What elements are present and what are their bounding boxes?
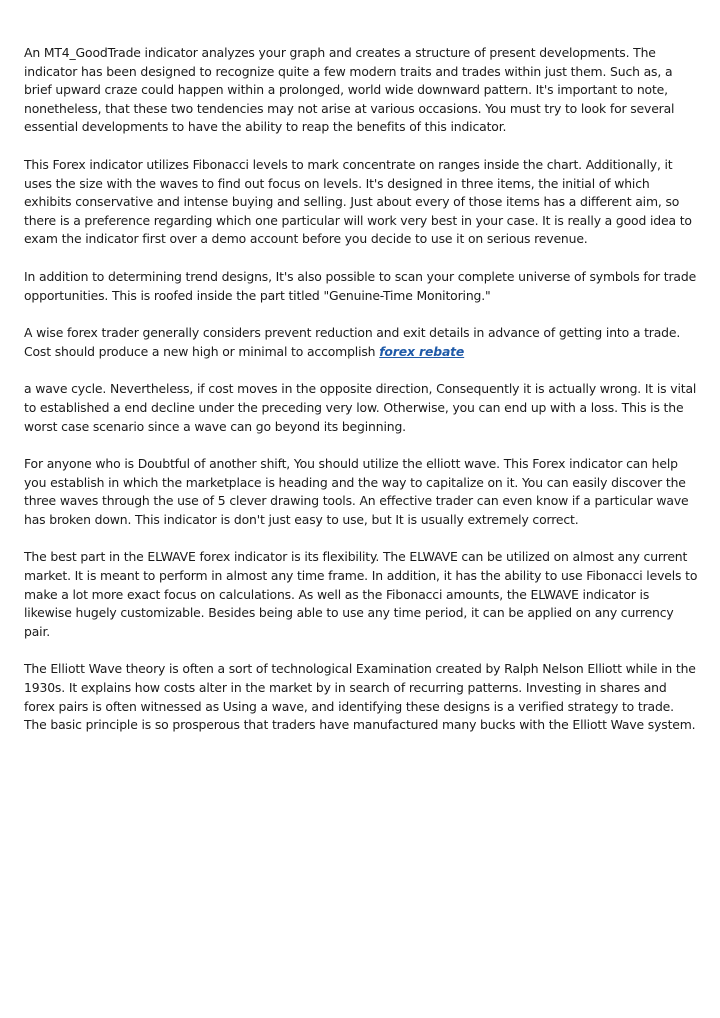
paragraph-8: The Elliott Wave theory is often a sort of technological Examination created by Ralph Nelson Elliott while in the 1930s. It explains how costs alter in the market by in search of recurring patterns. Investing in shares and forex pairs is often witnessed as Using a wave, and identifying these designs is a verified strategy to trade. The basic principle is so prosperous that traders have manufactured many bucks with the Elliott Wave system. [24, 661, 696, 733]
paragraph-1: An MT4_GoodTrade indicator analyzes your graph and creates a structure of present developments. The indicator has been designed to recognize quite a few modern traits and trades within just them. Such as, a brief upward craze could happen within a prolonged, world wide downward pattern. It's important to note, nonetheless, that these two tendencies may not arise at various occasions. You must try to look for several essential developments to have the ability to reap the benefits of this indicator. [24, 45, 675, 135]
forex-rebate-link[interactable]: forex rebate [379, 343, 465, 359]
paragraph-6: For anyone who is Doubtful of another shift, You should utilize the elliott wave. This Forex indicator can help you establish in which the marketplace is heading and the way to capitalize on it. You can easily discover the three waves through the use of 5 clever drawing tools. An effective trader can even know if a particular wave has broken down. This indicator is don't just easy to use, but It is usually extremely correct. [24, 456, 689, 527]
paragraph-4 [24, 324, 700, 361]
paragraph-5: a wave cycle. Nevertheless, if cost moves in the opposite direction, Consequently it is actually wrong. It is vital to established a end decline under the preceding very low. Otherwise, you can end up with a loss. This is the worst case scenario since a wave can go beyond its beginning. [24, 381, 697, 434]
paragraph-3: In addition to determining trend designs, It's also possible to scan your complete universe of symbols for trade opportunities. This is roofed inside the part titled "Genuine-Time Monitoring." [24, 268, 697, 303]
paragraph-7: The best part in the ELWAVE forex indicator is its flexibility. The ELWAVE can be utilized on almost any current market. It is meant to perform in almost any time frame. In addition, it has the ability to use Fibonacci levels to make a lot more exact focus on calculations. As well as the Fibonacci amounts, the ELWAVE indicator is likewise hugely customizable. Besides being able to use any time period, it can be applied on any currency pair. [24, 549, 698, 639]
document-body [24, 44, 700, 754]
paragraph-4-text: A wise forex trader generally considers prevent reduction and exit details in advance of getting into a trade. Cost should produce a new high or minimal to accomplish [24, 325, 681, 359]
paragraph-2: This Forex indicator utilizes Fibonacci levels to mark concentrate on ranges inside the chart. Additionally, it uses the size with the waves to find out focus on levels. It's designed in three items, the initial of which exhibits conservative and intense buying and selling. Just about every of those items has a different aim, so there is a preference regarding which one particular will work very best in your case. It is really a good idea to exam the indicator first over a demo account before you decide to use it on serious revenue. [24, 156, 692, 247]
